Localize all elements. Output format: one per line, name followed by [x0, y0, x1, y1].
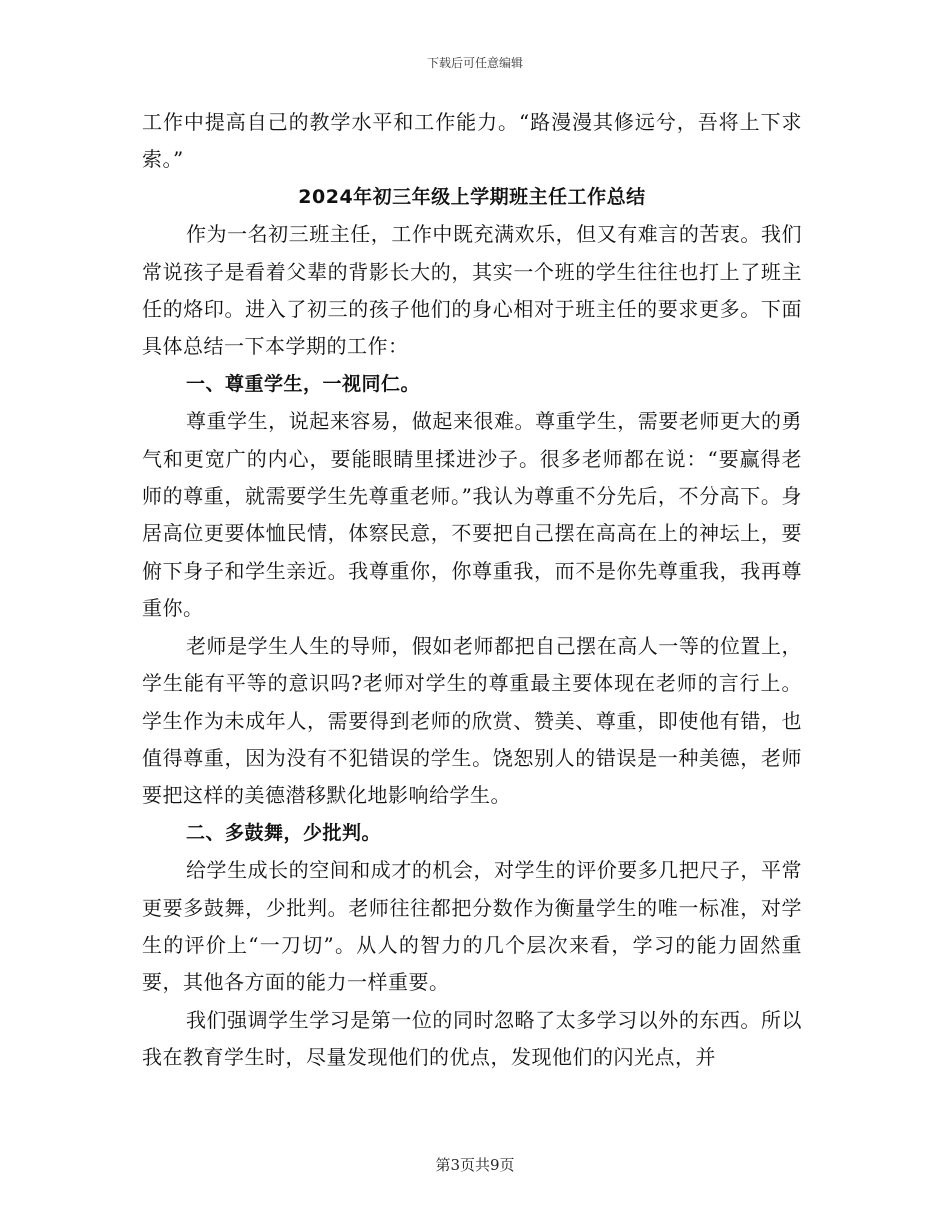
section-2-heading: 二、多鼓舞，少批判。 [186, 821, 382, 844]
header-note: 下载后可任意编辑 [426, 56, 523, 70]
page-footer: 第3页共9页 [435, 1156, 515, 1174]
section-1-paragraph-2: 老师是学生人生的导师，假如老师都把自己摆在高人一等的位置上，学生能有平等的意识吗?老师对学生的尊重最主要体现在老师的言行上。学生作为未成年人，需要得到老师的欣赏、赞美、尊重，即使他有错，也值得尊重，因为没有不犯错误的学生。饶恕别人的错误是一种美德，老师要把这样的美德潜移默化地影响给学生。 [142, 633, 802, 808]
document-body [142, 104, 802, 1077]
section-2-paragraph-1: 给学生成长的空间和成才的机会，对学生的评价要多几把尺子，平常更要多鼓舞，少批判。老师往往都把分数作为衡量学生的唯一标准，对学生的评价上“一刀切”。从人的智力的几个层次来看，学习的能力固然重要，其他各方面的能力一样重要。 [142, 858, 802, 995]
continuation-paragraph: 工作中提高自己的教学水平和工作能力。“路漫漫其修远兮，吾将上下求索。” [142, 110, 802, 172]
document-title: 2024年初三年级上学期班主任工作总结 [298, 185, 646, 208]
section-1-heading: 一、尊重学生，一视同仁。 [186, 372, 421, 395]
section-1-paragraph-1: 尊重学生，说起来容易，做起来很难。尊重学生，需要老师更大的勇气和更宽广的内心，要能眼睛里揉进沙子。很多老师都在说：“要赢得老师的尊重，就需要学生先尊重老师。”我认为尊重不分先后，不分高下。身居高位更要体恤民情，体察民意，不要把自己摆在高高在上的神坛上，要俯下身子和学生亲近。我尊重你，你尊重我，而不是你先尊重我，我再尊重你。 [142, 409, 802, 621]
section-2-paragraph-2: 我们强调学生学习是第一位的同时忽略了太多学习以外的东西。所以我在教育学生时，尽量发现他们的优点，发现他们的闪光点，并 [142, 1007, 802, 1070]
intro-paragraph: 作为一名初三班主任，工作中既充满欢乐，但又有难言的苦衷。我们常说孩子是看着父辈的背影长大的，其实一个班的学生往往也打上了班主任的烙印。进入了初三的孩子他们的身心相对于班主任的要求更多。下面具体总结一下本学期的工作： [142, 222, 802, 359]
